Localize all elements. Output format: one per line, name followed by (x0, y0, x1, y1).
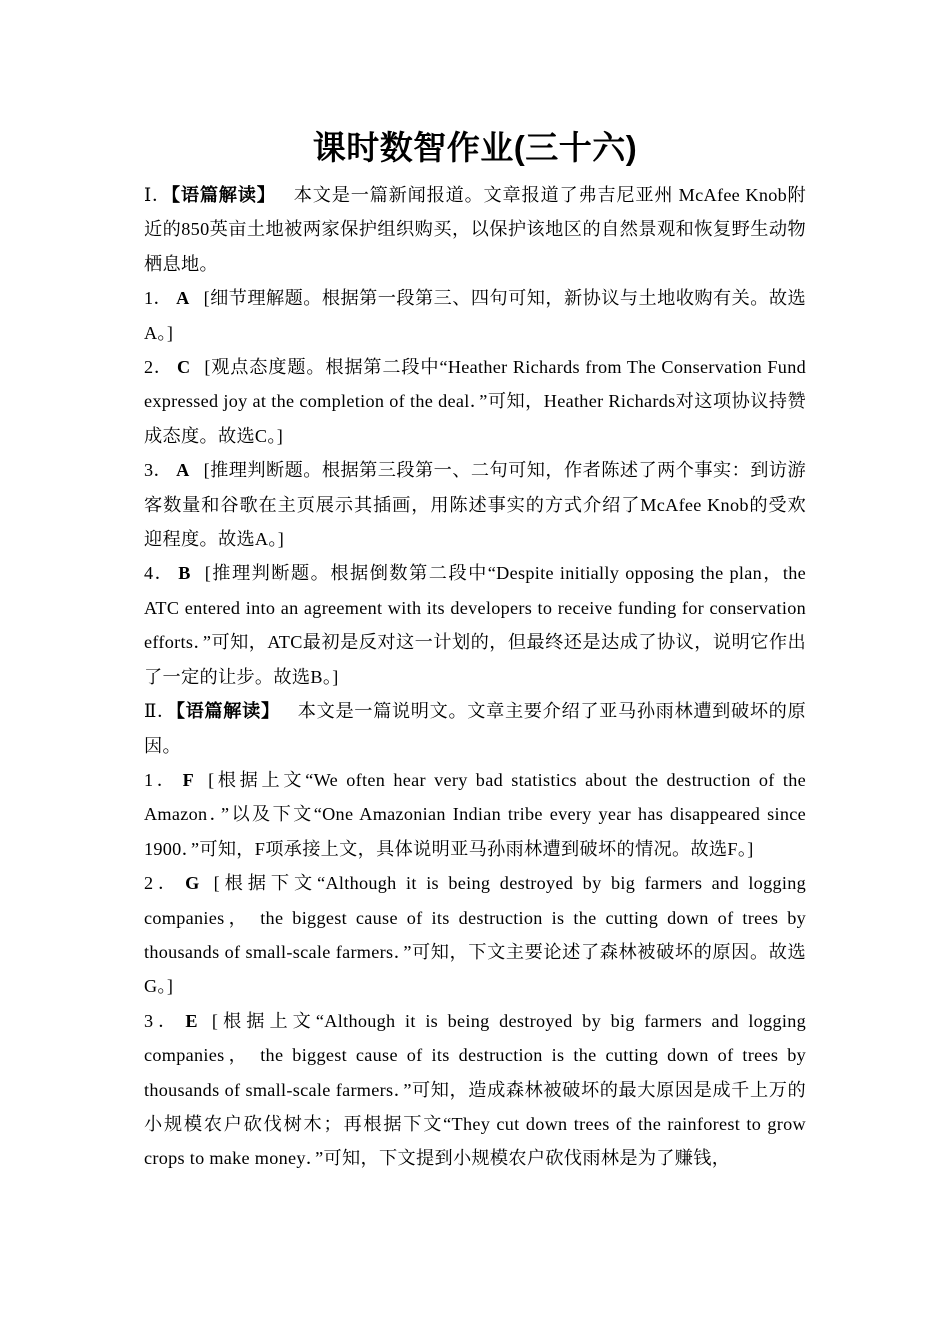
section-2-numeral: Ⅱ． (144, 701, 176, 722)
question-number: 1． (144, 769, 179, 790)
question-number: 3． (144, 1010, 182, 1031)
question-number: 2． (144, 873, 182, 894)
answer-letter: C (176, 357, 191, 378)
answer-explanation: [推理判断题。根据倒数第二段中“Despite initially opposing the plan，the ATC entered into an agreement with its developers to receive funding for conservation efforts．”可知，ATC最初是反对这一计划的，但最终还是达成了协议，说明它作出了一定的让步。故选B。] (144, 563, 806, 687)
question-number: 3． (144, 460, 173, 481)
section-2-summary: 本文是一篇说明文。文章主要介绍了亚马孙雨林遭到破坏的原因。 (144, 701, 807, 756)
answer-explanation: [根据下文“Although it is being destroyed by big farmers and logging companies， the biggest cause of its destruction is the cutting down of trees by thousands of small-scale farmers．”可知，下文主要论述了森林被破坏的原因。故选G。] (144, 873, 806, 997)
answer-explanation: [细节理解题。根据第一段第三、四句可知，新协议与土地收购有关。故选A。] (144, 288, 806, 343)
section-2-summary-paragraph (144, 694, 806, 763)
section-2-heading: 【语篇解读】 (175, 701, 280, 722)
question-number: 4． (144, 563, 175, 584)
answer-letter: B (178, 563, 191, 584)
section-1 (144, 178, 806, 694)
section-2 (144, 694, 806, 1176)
answer-explanation: [根据上文“Although it is being destroyed by big farmers and logging companies， the biggest cause of its destruction is the cutting down of trees by thousands of small-scale farmers．”可知，造成森林被破坏的最大原因是成千上万的小规模农户砍伐树木；再根据下文“They cut down trees of the rainforest to grow crops to make money．”可知，下文提到小规模农户砍伐雨林是为了赚钱， (144, 1010, 806, 1169)
answer-item (144, 1004, 806, 1176)
section-1-summary: 本文是一篇新闻报道。文章报道了弗吉尼亚州 McAfee Knob附近的850英亩土地被两家保护组织购买，以保护该地区的自然景观和恢复野生动物栖息地。 (144, 185, 806, 274)
answer-item (144, 866, 806, 1004)
answer-item (144, 556, 806, 694)
answer-letter: A (176, 460, 190, 481)
answer-explanation: [根据上文“We often hear very bad statistics about the destruction of the Amazon．”以及下文“One Amazonian Indian tribe every year has disappeared since 1900．”可知，F项承接上文，具体说明亚马孙雨林遭到破坏的情况。故选F。] (144, 769, 806, 859)
answer-explanation: [推理判断题。根据第三段第一、二句可知，作者陈述了两个事实：到访游客数量和谷歌在主页展示其插画，用陈述事实的方式介绍了McAfee Knob的受欢迎程度。故选A。] (144, 460, 806, 550)
section-1-summary-paragraph (144, 178, 806, 281)
question-number: 2． (144, 357, 173, 378)
answer-letter: F (182, 769, 195, 790)
answer-letter: E (185, 1010, 198, 1031)
document-page (144, 120, 806, 1176)
section-1-heading: 【语篇解读】 (170, 185, 276, 205)
page-title: 课时数智作业(三十六) (312, 129, 638, 166)
question-number: 1． (144, 288, 173, 309)
section-1-numeral: Ⅰ． (144, 185, 171, 205)
answer-item (144, 453, 806, 556)
answer-letter: G (185, 873, 200, 894)
answer-item (144, 350, 806, 453)
answer-explanation: [观点态度题。根据第二段中“Heather Richards from The Conservation Fund expressed joy at the completion of the deal．”可知，Heather Richards对这项协议持赞成态度。故选C。] (144, 357, 806, 446)
answer-item (144, 281, 806, 350)
answer-letter: A (176, 288, 190, 309)
answer-item (144, 763, 806, 866)
